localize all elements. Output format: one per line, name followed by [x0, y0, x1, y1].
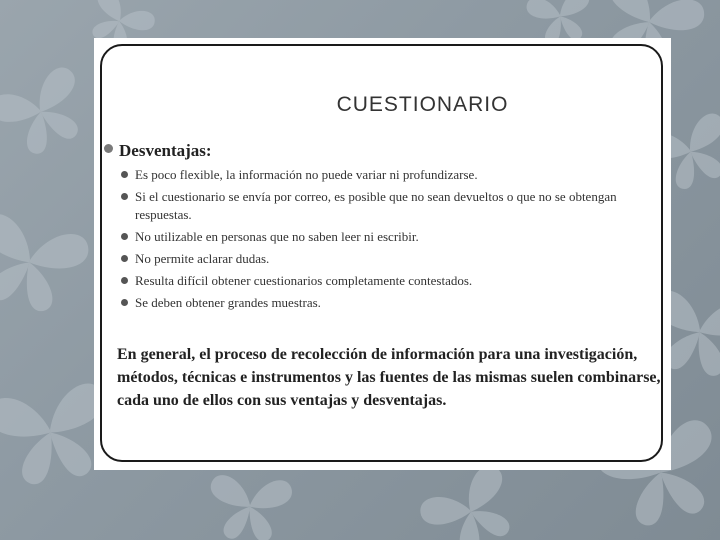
bullet-icon [121, 193, 128, 200]
bullet-icon [121, 299, 128, 306]
disadvantages-list [119, 166, 639, 316]
butterfly-icon [416, 461, 529, 540]
bullet-icon [104, 144, 113, 153]
list-item [119, 166, 639, 184]
list-item-text: No utilizable en personas que no saben leer ni escribir. [135, 229, 419, 244]
bullet-icon [121, 255, 128, 262]
summary-paragraph: En general, el proceso de recolección de información para una investigación, métodos, técnicas e instrumentos y las fuentes de las mismas suelen combinarse, cada uno de ellos con sus ventajas y desventajas. [117, 346, 661, 409]
list-item-text: Si el cuestionario se envía por correo, es posible que no sean devueltos o que no se obtengan respuestas. [135, 189, 617, 222]
list-item-text: Resulta difícil obtener cuestionarios completamente contestados. [135, 273, 473, 288]
section-heading-label: Desventajas: [119, 141, 212, 160]
bullet-icon [121, 233, 128, 240]
butterfly-icon [206, 474, 293, 540]
section-heading [104, 141, 212, 161]
list-item-text: Se deben obtener grandes muestras. [135, 295, 321, 310]
list-item [119, 188, 639, 224]
list-item [119, 294, 639, 312]
butterfly-icon [0, 63, 98, 164]
slide [94, 38, 671, 470]
butterfly-icon [0, 211, 92, 320]
bullet-icon [121, 277, 128, 284]
slide-title: CUESTIONARIO [336, 93, 509, 116]
bullet-icon [121, 171, 128, 178]
list-item-text: Es poco flexible, la información no puede variar ni profundizarse. [135, 167, 478, 182]
list-item [119, 250, 639, 268]
list-item [119, 272, 639, 290]
list-item-text: No permite aclarar dudas. [135, 251, 270, 266]
list-item [119, 228, 639, 246]
